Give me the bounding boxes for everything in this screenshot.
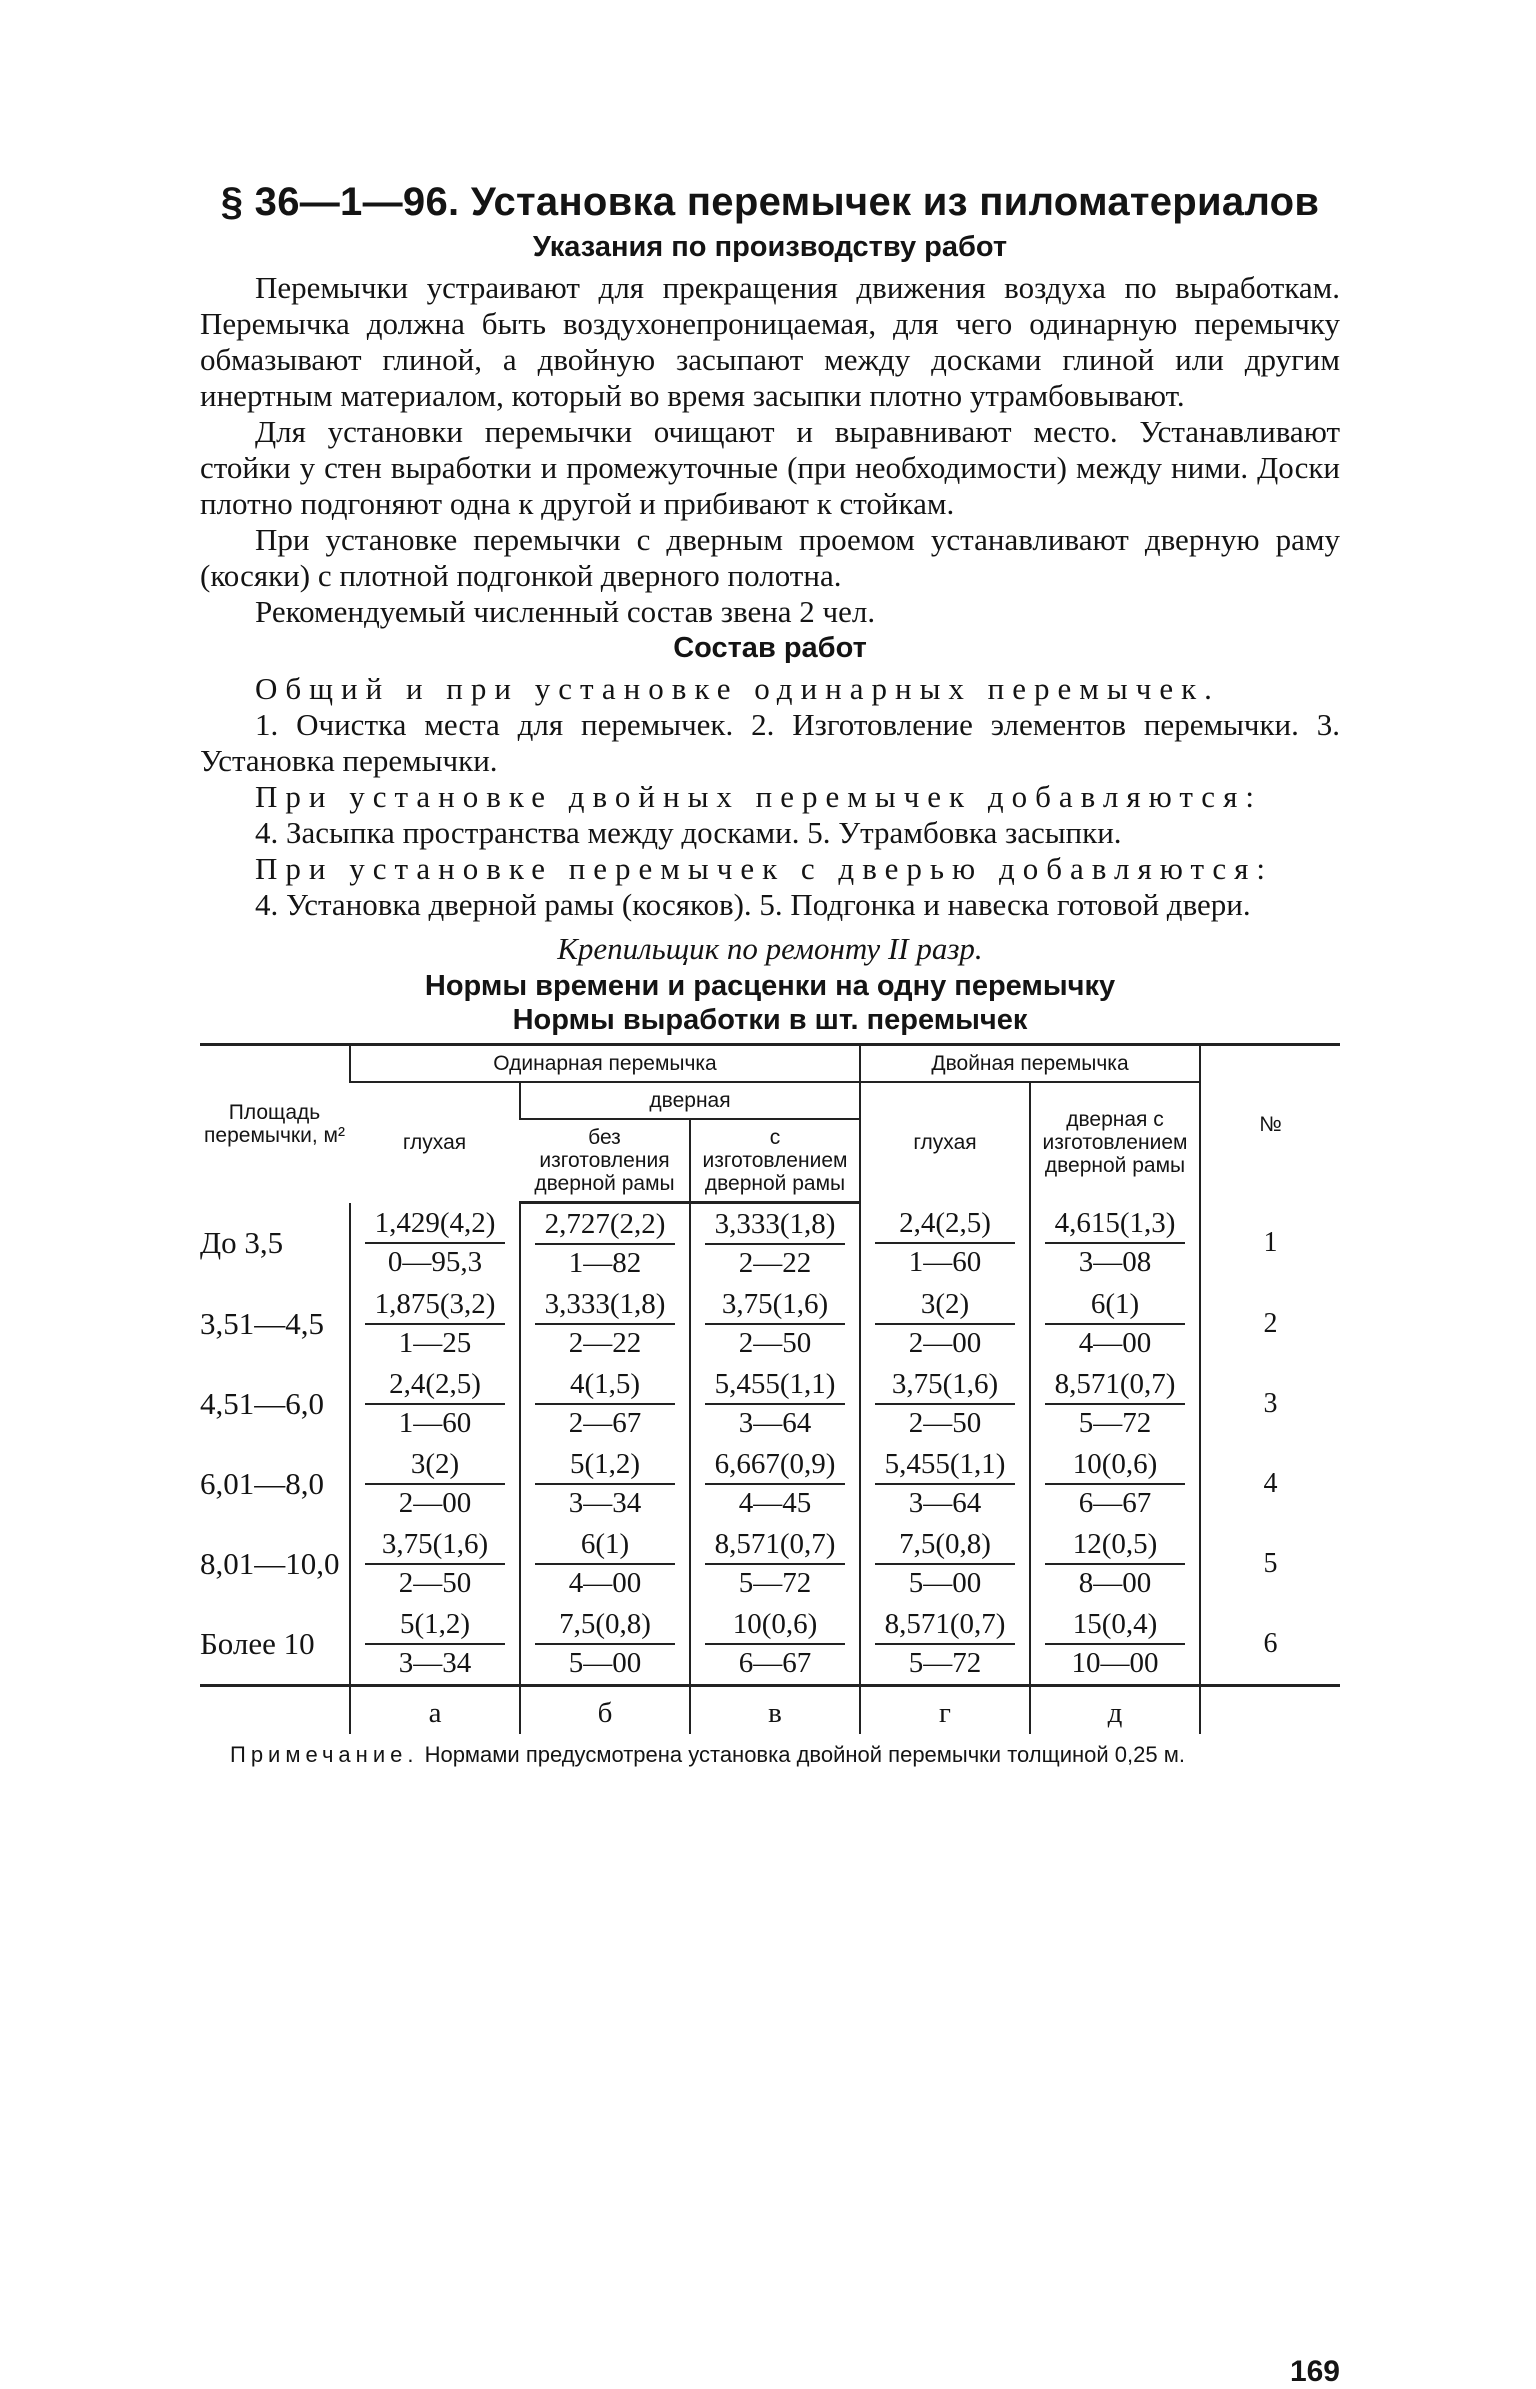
col-area: Площадь перемычки, м² xyxy=(200,1045,350,1203)
norm-cell xyxy=(860,1364,1030,1444)
letter-d: д xyxy=(1030,1686,1200,1735)
norm-time: 2,727(2,2) xyxy=(535,1208,675,1245)
norm-time: 5,455(1,1) xyxy=(875,1448,1015,1485)
norm-time: 4(1,5) xyxy=(535,1368,675,1405)
norms-table-body xyxy=(200,1203,1340,1686)
norm-cell xyxy=(1030,1444,1200,1524)
group-single: Одинарная перемычка xyxy=(350,1045,860,1083)
norm-rate: 4—00 xyxy=(1078,1327,1152,1359)
norm-fraction xyxy=(365,1608,505,1680)
row-area: До 3,5 xyxy=(200,1225,284,1261)
norm-cell xyxy=(690,1364,860,1444)
norm-cell xyxy=(690,1203,860,1285)
norm-fraction xyxy=(1045,1448,1185,1520)
norm-fraction xyxy=(535,1368,675,1440)
norm-cell xyxy=(860,1444,1030,1524)
table-row xyxy=(200,1364,1340,1444)
norm-rate: 2—50 xyxy=(908,1407,982,1439)
norm-time: 6(1) xyxy=(535,1528,675,1565)
norm-cell xyxy=(520,1203,690,1285)
norm-time: 12(0,5) xyxy=(1045,1528,1185,1565)
norm-time: 4,615(1,3) xyxy=(1045,1207,1185,1244)
norm-fraction xyxy=(365,1368,505,1440)
work-general-label: Общий и при установке одинарных перемычек. xyxy=(255,671,1220,706)
row-number: 6 xyxy=(1200,1604,1340,1686)
norm-rate: 1—60 xyxy=(398,1407,472,1439)
norm-fraction xyxy=(875,1608,1015,1680)
norm-fraction xyxy=(1045,1288,1185,1360)
norm-fraction xyxy=(535,1528,675,1600)
table-row xyxy=(200,1203,1340,1285)
norm-fraction xyxy=(365,1288,505,1360)
norm-time: 3,75(1,6) xyxy=(875,1368,1015,1405)
norm-time: 6,667(0,9) xyxy=(705,1448,845,1485)
letters-end xyxy=(1200,1686,1340,1735)
norm-rate: 2—00 xyxy=(398,1487,472,1519)
work-double xyxy=(200,779,1340,815)
norm-time: 15(0,4) xyxy=(1045,1608,1185,1645)
norm-time: 3,75(1,6) xyxy=(705,1288,845,1325)
norm-cell xyxy=(1030,1524,1200,1604)
work-general xyxy=(200,671,1340,707)
row-number: 1 xyxy=(1200,1203,1340,1285)
norm-fraction xyxy=(1045,1608,1185,1680)
norm-rate: 4—00 xyxy=(568,1567,642,1599)
group-door: дверная xyxy=(520,1082,860,1119)
norm-time: 8,571(0,7) xyxy=(875,1608,1015,1645)
norm-rate: 10—00 xyxy=(1071,1647,1159,1679)
row-number: 3 xyxy=(1200,1364,1340,1444)
norm-fraction xyxy=(1045,1368,1185,1440)
paragraph-2: Для установки перемычки очищают и выравнивают место. Устанавливают стойки у стен выработки и промежуточные (при необходимости) между ними. Доски плотно подгоняют одна к другой и прибивают к стойкам. xyxy=(200,414,1340,521)
paragraph-1: Перемычки устраивают для прекращения движения воздуха по выработкам. Перемычка должна быть воздухонепроницаемая, для чего одинарную перемычку обмазывают глиной, а двойную засыпают между досками глиной или другим инертным материалом, который во время засыпки плотно утрамбовывают. xyxy=(200,270,1340,413)
norm-cell xyxy=(520,1284,690,1364)
row-number: 5 xyxy=(1200,1524,1340,1604)
norm-rate: 5—72 xyxy=(738,1567,812,1599)
norm-time: 10(0,6) xyxy=(1045,1448,1185,1485)
norm-time: 1,429(4,2) xyxy=(365,1207,505,1244)
norm-cell xyxy=(690,1444,860,1524)
norm-rate: 1—82 xyxy=(568,1247,642,1279)
norm-rate: 6—67 xyxy=(1078,1487,1152,1519)
section-title: § 36—1—96. Установка перемычек из пиломатериалов xyxy=(220,180,1320,224)
norm-rate: 2—00 xyxy=(908,1327,982,1359)
col-blind-single: глухая xyxy=(402,1131,467,1155)
letter-v: в xyxy=(690,1686,860,1735)
norm-cell xyxy=(520,1604,690,1686)
work-door xyxy=(200,851,1340,887)
row-area: 3,51—4,5 xyxy=(200,1306,324,1341)
norm-fraction xyxy=(705,1288,845,1360)
work-door-label: При установке перемычек с дверью добавляются: xyxy=(255,851,1274,886)
norms-table xyxy=(200,1043,1340,1734)
norm-time: 5(1,2) xyxy=(365,1608,505,1645)
norm-rate: 3—64 xyxy=(908,1487,982,1519)
norm-time: 8,571(0,7) xyxy=(705,1528,845,1565)
table-row xyxy=(200,1444,1340,1524)
norm-fraction xyxy=(535,1448,675,1520)
norm-cell xyxy=(350,1364,520,1444)
norm-rate: 5—00 xyxy=(568,1647,642,1679)
norm-fraction xyxy=(365,1207,505,1279)
footnote-label: Примечание. xyxy=(230,1742,419,1767)
work-heading: Состав работ xyxy=(673,632,867,664)
norm-fraction xyxy=(705,1528,845,1600)
norm-time: 7,5(0,8) xyxy=(535,1608,675,1645)
norm-fraction xyxy=(875,1288,1015,1360)
norm-cell xyxy=(1030,1284,1200,1364)
norm-cell xyxy=(860,1604,1030,1686)
norm-time: 3(2) xyxy=(365,1448,505,1485)
norm-time: 7,5(0,8) xyxy=(875,1528,1015,1565)
norm-cell xyxy=(1030,1604,1200,1686)
table-row xyxy=(200,1284,1340,1364)
norm-time: 2,4(2,5) xyxy=(365,1368,505,1405)
col-blind-double: глухая xyxy=(860,1082,1030,1203)
document-page xyxy=(200,180,1340,2388)
letter-a: а xyxy=(350,1686,520,1735)
norm-cell xyxy=(520,1524,690,1604)
letter-b: б xyxy=(520,1686,690,1735)
footnote-text: Нормами предусмотрена установка двойной перемычки толщиной 0,25 м. xyxy=(424,1742,1185,1767)
norm-rate: 2—22 xyxy=(738,1247,812,1279)
norm-fraction xyxy=(705,1208,845,1280)
group-double: Двойная перемычка xyxy=(860,1045,1200,1083)
norm-cell xyxy=(520,1444,690,1524)
norm-rate: 3—64 xyxy=(738,1407,812,1439)
norm-rate: 5—00 xyxy=(908,1567,982,1599)
col-door-without: без изготовления дверной рамы xyxy=(520,1119,690,1203)
norm-time: 1,875(3,2) xyxy=(365,1288,505,1325)
norm-fraction xyxy=(705,1608,845,1680)
row-area: Более 10 xyxy=(200,1604,350,1686)
norm-time: 2,4(2,5) xyxy=(875,1207,1015,1244)
row-area: 6,01—8,0 xyxy=(200,1466,324,1501)
norm-rate: 0—95,3 xyxy=(387,1246,483,1279)
norm-cell xyxy=(690,1604,860,1686)
norm-time: 8,571(0,7) xyxy=(1045,1368,1185,1405)
norm-fraction xyxy=(875,1528,1015,1600)
norm-fraction xyxy=(365,1528,505,1600)
row-area: 8,01—10,0 xyxy=(200,1546,340,1581)
norm-time: 3,333(1,8) xyxy=(535,1288,675,1325)
norm-cell xyxy=(860,1524,1030,1604)
norm-rate: 3—34 xyxy=(398,1647,472,1679)
norm-rate: 6—67 xyxy=(738,1647,812,1679)
norm-cell xyxy=(520,1364,690,1444)
work-double-label: При установке двойных перемычек добавляются: xyxy=(255,779,1262,814)
norm-rate: 3—34 xyxy=(568,1487,642,1519)
norm-fraction xyxy=(875,1368,1015,1440)
norm-rate: 5—72 xyxy=(908,1647,982,1679)
norm-fraction xyxy=(705,1368,845,1440)
norm-title-2: Нормы выработки в шт. перемычек xyxy=(512,1004,1028,1036)
norm-rate: 1—60 xyxy=(908,1246,982,1279)
norm-cell xyxy=(350,1284,520,1364)
norm-cell xyxy=(860,1203,1030,1285)
row-number: 4 xyxy=(1200,1444,1340,1524)
norm-time: 6(1) xyxy=(1045,1288,1185,1325)
row-number: 2 xyxy=(1200,1284,1340,1364)
norm-time: 5,455(1,1) xyxy=(705,1368,845,1405)
work-double-items: 4. Засыпка пространства между досками. 5. Утрамбовка засыпки. xyxy=(255,815,1122,850)
letters-spacer xyxy=(200,1686,350,1735)
norm-cell xyxy=(860,1284,1030,1364)
norm-rate: 5—72 xyxy=(1078,1407,1152,1439)
page-number: 169 xyxy=(1289,2355,1340,2388)
norm-fraction xyxy=(365,1448,505,1520)
norm-fraction xyxy=(535,1608,675,1680)
col-door-with: с изготовлением дверной рамы xyxy=(690,1119,860,1203)
paragraph-3: При установке перемычки с дверным проемом устанавливают дверную раму (косяки) с плотной подгонкой дверного полотна. xyxy=(200,522,1340,593)
norm-rate: 2—22 xyxy=(568,1327,642,1359)
norm-fraction xyxy=(535,1208,675,1280)
norm-fraction xyxy=(875,1448,1015,1520)
norm-fraction xyxy=(1045,1207,1185,1279)
norm-fraction xyxy=(875,1207,1015,1279)
paragraph-4: Рекомендуемый численный состав звена 2 чел. xyxy=(255,594,876,629)
norm-title-1: Нормы времени и расценки на одну перемычку xyxy=(424,970,1116,1002)
norm-rate: 2—50 xyxy=(738,1327,812,1359)
norm-rate: 2—67 xyxy=(568,1407,642,1439)
norm-fraction xyxy=(1045,1528,1185,1600)
norm-cell xyxy=(1030,1364,1200,1444)
norm-fraction xyxy=(535,1288,675,1360)
norm-cell xyxy=(690,1284,860,1364)
work-door-items: 4. Установка дверной рамы (косяков). 5. Подгонка и навеска готовой двери. xyxy=(255,887,1251,922)
norm-cell xyxy=(350,1604,520,1686)
norm-cell xyxy=(690,1524,860,1604)
row-area: 4,51—6,0 xyxy=(200,1386,324,1421)
work-general-items: 1. Очистка места для перемычек. 2. Изготовление элементов перемычки. 3. Установка перемычки. xyxy=(200,707,1340,778)
norm-cell xyxy=(350,1444,520,1524)
col-no: № xyxy=(1200,1045,1340,1203)
norm-rate: 8—00 xyxy=(1078,1567,1152,1599)
norm-rate: 4—45 xyxy=(738,1487,812,1519)
norm-time: 10(0,6) xyxy=(705,1608,845,1645)
norm-cell xyxy=(350,1203,520,1285)
norm-cell xyxy=(350,1524,520,1604)
norm-rate: 1—25 xyxy=(398,1327,472,1359)
norm-time: 3(2) xyxy=(875,1288,1015,1325)
norm-fraction xyxy=(705,1448,845,1520)
table-row xyxy=(200,1604,1340,1686)
col-door-double: дверная с изготовлением дверной рамы xyxy=(1030,1082,1200,1203)
letter-g: г xyxy=(860,1686,1030,1735)
footnote xyxy=(200,1742,1340,1767)
table-row xyxy=(200,1524,1340,1604)
norm-cell xyxy=(1030,1203,1200,1285)
norm-rate: 3—08 xyxy=(1078,1246,1152,1279)
norm-time: 5(1,2) xyxy=(535,1448,675,1485)
norm-time: 3,75(1,6) xyxy=(365,1528,505,1565)
instructions-heading: Указания по производству работ xyxy=(532,231,1008,263)
norm-time: 3,333(1,8) xyxy=(705,1208,845,1245)
worker-rank: Крепильщик по ремонту II разр. xyxy=(557,931,983,966)
norm-rate: 2—50 xyxy=(398,1567,472,1599)
